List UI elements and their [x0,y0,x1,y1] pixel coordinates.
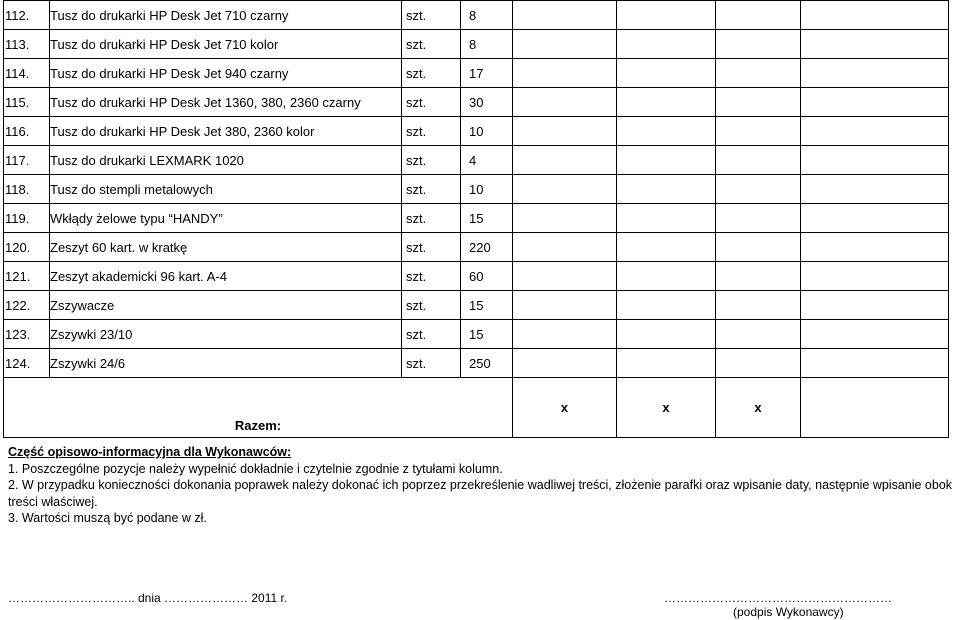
item-name: Tusz do drukarki HP Desk Jet 710 kolor [50,30,402,59]
empty-cell-2 [617,146,716,175]
empty-cell-4 [801,291,949,320]
empty-cell-4 [801,1,949,30]
table-row [4,349,949,378]
item-unit: szt. [402,291,461,320]
table-row [4,175,949,204]
item-unit: szt. [402,146,461,175]
table-row [4,146,949,175]
empty-cell-3 [716,262,801,291]
empty-cell-3 [716,1,801,30]
item-quantity: 8 [461,30,513,59]
note-item-2: 2. W przypadku konieczności dokonania poprawek należy dokonać ich poprzez przekreślenie wadliwej treści, złożenie parafki oraz wpisanie daty, następnie wpisanie obok treści właściwej. [8,478,953,509]
row-number: 124. [4,349,50,378]
row-number: 113. [4,30,50,59]
item-name: Zszywki 24/6 [50,349,402,378]
empty-cell-2 [617,349,716,378]
item-name: Tusz do drukarki HP Desk Jet 380, 2360 kolor [50,117,402,146]
empty-cell-2 [617,88,716,117]
empty-cell-2 [617,233,716,262]
empty-cell-1 [513,117,617,146]
row-number: 118. [4,175,50,204]
empty-cell-1 [513,30,617,59]
empty-cell-3 [716,30,801,59]
empty-cell-1 [513,1,617,30]
row-number: 122. [4,291,50,320]
item-name: Tusz do stempli metalowych [50,175,402,204]
item-name: Tusz do drukarki HP Desk Jet 710 czarny [50,1,402,30]
item-quantity: 10 [461,175,513,204]
row-number: 119. [4,204,50,233]
signature-dots: ………………………………………………… [664,591,892,605]
notes-heading: Część opisowo-informacyjna dla Wykonawców: [8,445,292,459]
signature-caption: (podpis Wykonawcy) [733,605,844,619]
empty-cell-4 [801,349,949,378]
item-quantity: 60 [461,262,513,291]
empty-cell-2 [617,30,716,59]
empty-cell-3 [716,320,801,349]
empty-cell-3 [716,88,801,117]
empty-cell-4 [801,88,949,117]
table-row [4,1,949,30]
place-date-line: ………………………….. dnia ………………… 2011 r. [8,591,288,605]
note-item-3: 3. Wartości muszą być podane w zł. [8,511,207,525]
empty-cell-1 [513,88,617,117]
empty-cell-2 [617,59,716,88]
table-row [4,204,949,233]
row-number: 120. [4,233,50,262]
empty-cell-1 [513,233,617,262]
empty-cell-2 [617,204,716,233]
item-unit: szt. [402,262,461,291]
item-unit: szt. [402,175,461,204]
item-unit: szt. [402,233,461,262]
items-table-body [4,1,949,438]
empty-cell-2 [617,175,716,204]
item-name: Zszywacze [50,291,402,320]
empty-cell-3 [716,233,801,262]
empty-cell-1 [513,349,617,378]
item-quantity: 220 [461,233,513,262]
empty-cell-4 [801,233,949,262]
empty-cell-1 [513,320,617,349]
empty-cell-3 [716,175,801,204]
empty-cell-2 [617,117,716,146]
row-number: 114. [4,59,50,88]
item-unit: szt. [402,349,461,378]
empty-cell-1 [513,59,617,88]
item-quantity: 15 [461,291,513,320]
row-number: 121. [4,262,50,291]
item-unit: szt. [402,30,461,59]
item-name: Zszywki 23/10 [50,320,402,349]
item-unit: szt. [402,59,461,88]
table-row [4,320,949,349]
item-name: Wkłądy żelowe typu “HANDY” [50,204,402,233]
summary-label: Razem: [4,378,513,438]
notes-section [8,444,953,527]
table-row [4,30,949,59]
item-unit: szt. [402,1,461,30]
empty-cell-2 [617,262,716,291]
summary-empty-cell [801,378,949,438]
item-unit: szt. [402,117,461,146]
empty-cell-3 [716,117,801,146]
empty-cell-1 [513,262,617,291]
summary-x-1: x [513,378,617,438]
summary-row [4,378,949,438]
item-name: Zeszyt 60 kart. w kratkę [50,233,402,262]
empty-cell-3 [716,349,801,378]
item-unit: szt. [402,88,461,117]
table-row [4,291,949,320]
table-row [4,262,949,291]
row-number: 123. [4,320,50,349]
empty-cell-3 [716,146,801,175]
empty-cell-4 [801,262,949,291]
note-item-1: 1. Poszczególne pozycje należy wypełnić dokładnie i czytelnie zgodnie z tytułami kolumn. [8,461,503,476]
item-name: Tusz do drukarki HP Desk Jet 1360, 380, 2360 czarny [50,88,402,117]
row-number: 112. [4,1,50,30]
item-name: Zeszyt akademicki 96 kart. A-4 [50,262,402,291]
summary-x-3: x [716,378,801,438]
empty-cell-1 [513,204,617,233]
item-quantity: 15 [461,204,513,233]
empty-cell-3 [716,204,801,233]
item-quantity: 30 [461,88,513,117]
item-name: Tusz do drukarki HP Desk Jet 940 czarny [50,59,402,88]
empty-cell-3 [716,291,801,320]
empty-cell-1 [513,146,617,175]
empty-cell-1 [513,175,617,204]
empty-cell-3 [716,59,801,88]
items-table [3,0,949,438]
empty-cell-1 [513,291,617,320]
item-quantity: 250 [461,349,513,378]
item-quantity: 4 [461,146,513,175]
row-number: 117. [4,146,50,175]
empty-cell-2 [617,1,716,30]
summary-x-2: x [617,378,716,438]
table-row [4,117,949,146]
empty-cell-4 [801,59,949,88]
empty-cell-4 [801,117,949,146]
empty-cell-4 [801,204,949,233]
empty-cell-2 [617,320,716,349]
empty-cell-4 [801,175,949,204]
empty-cell-2 [617,291,716,320]
row-number: 116. [4,117,50,146]
item-quantity: 15 [461,320,513,349]
item-unit: szt. [402,204,461,233]
row-number: 115. [4,88,50,117]
empty-cell-4 [801,30,949,59]
item-quantity: 8 [461,1,513,30]
item-quantity: 17 [461,59,513,88]
item-quantity: 10 [461,117,513,146]
empty-cell-4 [801,146,949,175]
table-row [4,59,949,88]
table-row [4,88,949,117]
table-row [4,233,949,262]
item-unit: szt. [402,320,461,349]
empty-cell-4 [801,320,949,349]
item-name: Tusz do drukarki LEXMARK 1020 [50,146,402,175]
